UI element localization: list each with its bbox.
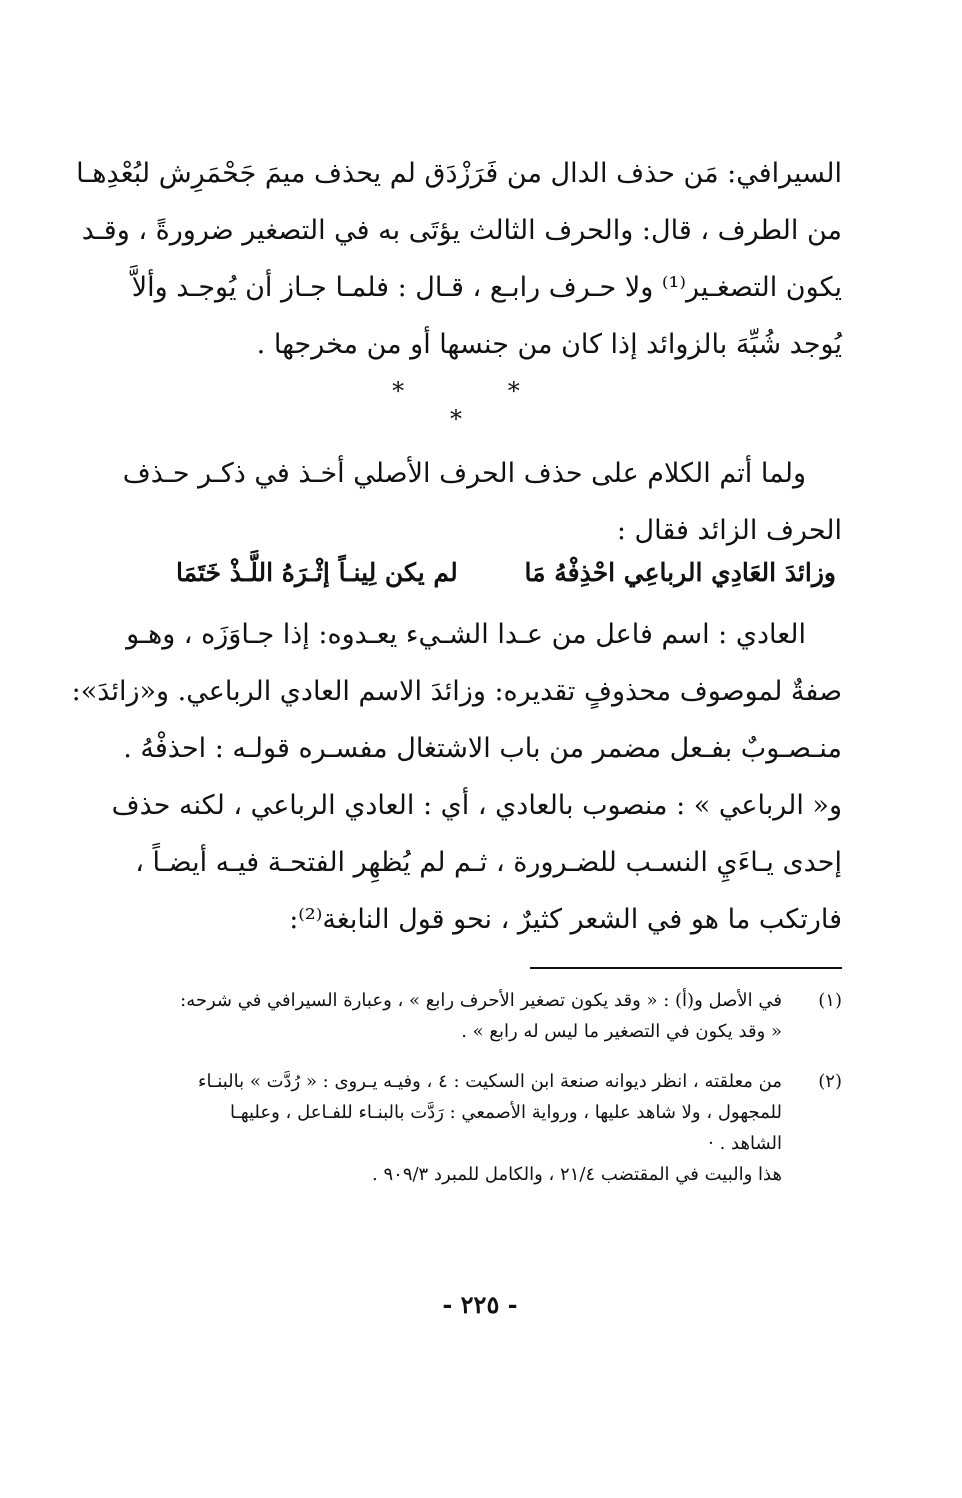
footnote-line: هذا والبيت في المقتضب ٢١/٤ ، والكامل للمبرد ٩٠٩/٣ .: [372, 1164, 782, 1185]
paragraph-2: [122, 445, 842, 559]
footnote-line: « وقد يكون في التصغير ما ليس له رابع » .: [461, 1021, 782, 1042]
footnote-number: (٢): [818, 1071, 842, 1092]
footnote-line: في الأصل و(أ) : « وقد يكون تصغير الأحرف رابع » ، وعبارة السيرافي في شرحه:: [180, 990, 782, 1011]
footnote-separator-rule: [530, 967, 842, 969]
poetry-verse: [176, 558, 836, 598]
paragraph-line: العادي : اسم فاعل من عـدا الشـيء يعـدوه: إذا جـاوَزَه ، وهـو: [126, 619, 806, 650]
paragraph-line: الحرف الزائد فقال :: [616, 515, 842, 546]
paragraph-line: يكون التصغـير⁽¹⁾ ولا حـرف رابـع ، قـال : فلمـا جـاز أن يُوجـد وألاَّ: [131, 272, 842, 303]
footnote-line: للمجهول ، ولا شاهد عليها ، ورواية الأصمعي : رَدَّت بالبنـاء للفـاعل ، وعليهـا: [229, 1102, 782, 1123]
verse-second-hemistich: لم يكن لِينـاً إثْـرَهُ اللَّـذْ خَتَمَا: [176, 558, 458, 587]
paragraph-1: [76, 145, 842, 373]
page-number: - ٢٢٥ -: [442, 1290, 518, 1319]
paragraph-3: [71, 606, 842, 948]
paragraph-line: و« الرباعي » : منصوب بالعادي ، أي : العادي الرباعي ، لكنه حذف: [111, 790, 842, 821]
paragraph-line: يُوجد شُبِّهَ بالزوائد إذا كان من جنسها أو من مخرجها .: [256, 329, 842, 360]
paragraph-line: من الطرف ، قال: والحرف الثالث يؤتَى به في التصغير ضرورةً ، وقـد: [81, 215, 842, 246]
paragraph-line: ولما أتم الكلام على حذف الحرف الأصلي أخـذ في ذكـر حـذف: [122, 458, 806, 489]
footnote-line: الشاهد . ·: [708, 1133, 782, 1154]
footnote-2: [170, 1066, 842, 1190]
paragraph-line: منـصـوبٌ بفـعل مضمر من باب الاشتغال مفسـره قولـه : احذفْهُ .: [123, 733, 842, 764]
paragraph-line: إحدى يـاءَيِ النسـب للضـرورة ، ثـم لم يُظهِر الفتحـة فيـه أيضـاً ،: [135, 847, 842, 878]
paragraph-line: السيرافي: مَن حذف الدال من فَرَزْدَق لم يحذف ميمَ جَحْمَرِش لبُعْدِهـا: [76, 158, 842, 189]
footnote-number: (١): [818, 990, 842, 1011]
paragraph-line: صفةٌ لموصوف محذوفٍ تقديره: وزائدَ الاسم العادي الرباعي. و«زائدَ»:: [71, 676, 842, 707]
verse-first-hemistich: وزائدَ العَادِي الرباعِي احْذِفْهُ مَا: [524, 558, 836, 587]
footnote-1: [170, 985, 842, 1047]
paragraph-line: فارتكب ما هو في الشعر كثيرٌ ، نحو قول النابغة⁽²⁾:: [289, 904, 842, 935]
footnote-line: من معلقته ، انظر ديوانه صنعة ابن السكيت : ٤ ، وفيـه يـروى : « رُدَّت » بالبنـاء: [198, 1071, 782, 1092]
section-separator: * * *: [392, 377, 568, 433]
